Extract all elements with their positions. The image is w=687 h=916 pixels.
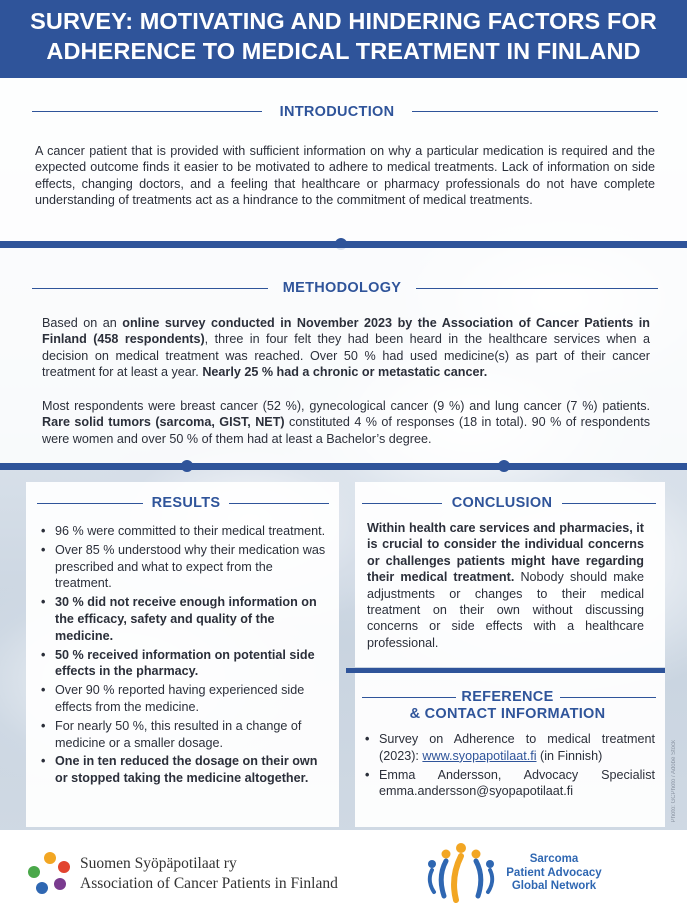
methodology-rule-left (32, 288, 268, 289)
results-rule-right (229, 503, 329, 504)
results-item-6: • For nearly 50 %, this resulted in a change of medicine or a smaller dosage. (41, 718, 326, 752)
results-item-3: • 30 % did not receive enough information on the efficacy, safety and quality of the medicine. (41, 594, 326, 644)
footer (0, 830, 687, 916)
sarcoma-name-line-2: Patient Advocacy (506, 866, 602, 879)
association-name-english: Association of Cancer Patients in Finland (80, 875, 338, 892)
introduction-rule-left (32, 111, 262, 112)
sarcoma-name-line-3: Global Network (511, 880, 597, 892)
conclusion-text (367, 520, 644, 651)
reference-title-line-2: & CONTACT INFORMATION (409, 706, 606, 722)
methodology-paragraph-2 (42, 398, 650, 447)
conclusion-bold-text: Within health care services and pharmacies, it is crucial to consider the individual concerns or challenges patients might have regarding their medical treatment. (367, 521, 644, 585)
photo-credit: Photo: GCPhoto / Adobe Stock (671, 740, 677, 823)
results-rule-left (37, 503, 143, 504)
reference-list (365, 731, 655, 802)
divider-band-2 (0, 463, 687, 470)
results-item-7: • One in ten reduced the dosage on their own or stopped taking the medicine altogether. (41, 753, 326, 787)
association-logo-icon (26, 850, 74, 898)
reference-item-2 (365, 767, 655, 801)
methodology-p1-d: Nearly 25 % had a chronic or metastatic cancer. (202, 365, 488, 380)
reference-item-1-text: Survey on Adherence to medical treatment (2023): (379, 732, 655, 763)
reference-item-1-suffix: (in Finnish) (536, 748, 603, 763)
sarcoma-network-name (494, 853, 614, 894)
title-line-2: ADHERENCE TO MEDICAL TREATMENT IN FINLAND (46, 38, 641, 64)
introduction-title: INTRODUCTION (279, 104, 395, 120)
introduction-rule-right (412, 111, 658, 112)
methodology-paragraph-1 (42, 315, 650, 381)
title-line-1: SURVEY: MOTIVATING AND HINDERING FACTORS FOR (30, 8, 657, 34)
methodology-p2-b: Rare solid tumors (sarcoma, GIST, NET) (42, 415, 285, 430)
conclusion-rule-right (562, 503, 656, 504)
reference-website-link[interactable]: www.syopapotilaat.fi (422, 748, 537, 763)
reference-item-1 (365, 731, 655, 765)
methodology-title: METHODOLOGY (282, 280, 402, 296)
conclusion-regular-text: Nobody should make adjustments or changes to their medical treatment on their own without discussing concerns or side effects with a healthcare professional. (367, 570, 645, 650)
association-name (80, 854, 338, 894)
methodology-p1-b: online survey conducted in November 2023 by the Association of Cancer Patients in Finland (458 respondents) (42, 316, 650, 347)
methodology-p1-a: Based on an (42, 316, 123, 330)
results-item-5: • Over 90 % reported having experienced side effects from the medicine. (41, 682, 326, 716)
results-item-1: • 96 % were committed to their medical treatment. (41, 523, 326, 540)
results-list (41, 523, 326, 789)
methodology-p2-a: Most respondents were breast cancer (52 %), gynecological cancer (9 %) and lung cancer (7 %) patients. (42, 399, 650, 413)
reference-contact-email[interactable]: emma.andersson@syopapotilaat.fi (379, 784, 574, 799)
methodology-p2-c: constituted 4 % of responses (18 in total). 90 % of respondents were women and over 50 % of them had at least a Bachelor’s degree. (42, 415, 650, 446)
header-banner (0, 0, 687, 78)
reference-contact-name: • Emma Andersson, Advocacy Specialist (379, 767, 655, 782)
results-title: RESULTS (151, 495, 221, 511)
divider-dot-2 (181, 460, 193, 472)
divider-dot-3 (498, 460, 510, 472)
results-item-2: • Over 85 % understood why their medication was prescribed and what to expect from the treatment. (41, 542, 326, 592)
results-item-4: • 50 % received information on potential side effects in the pharmacy. (41, 647, 326, 681)
reference-rule-right (560, 697, 656, 698)
methodology-p1-c: , three in four felt they had been heard in the healthcare services when a decision on medical treatment was reached. Over 50 % had used medicine(s) as part of their cancer treatment for at least a year. (42, 332, 651, 380)
conclusion-title: CONCLUSION (451, 495, 553, 511)
methodology-rule-right (416, 288, 658, 289)
introduction-text: A cancer patient that is provided with sufficient information on why a particular medication is required and the expected outcome finds it easier to be motivated to adhere to medical treatments. Lack of information on side effects, changing doctors, and a feeling that healthcare or pharmacy professionals do not have complete understanding of treatments act as a hindrance to the commitment of medical treatments. (35, 144, 655, 208)
poster-title (0, 6, 687, 66)
reference-title (405, 689, 610, 723)
association-name-finnish: Suomen Syöpäpotilaat ry (80, 855, 237, 872)
reference-title-line-1: REFERENCE (461, 689, 554, 705)
sarcoma-network-logo-icon (424, 840, 498, 906)
conclusion-rule-left (362, 503, 442, 504)
sarcoma-name-line-1: Sarcoma (529, 853, 579, 865)
